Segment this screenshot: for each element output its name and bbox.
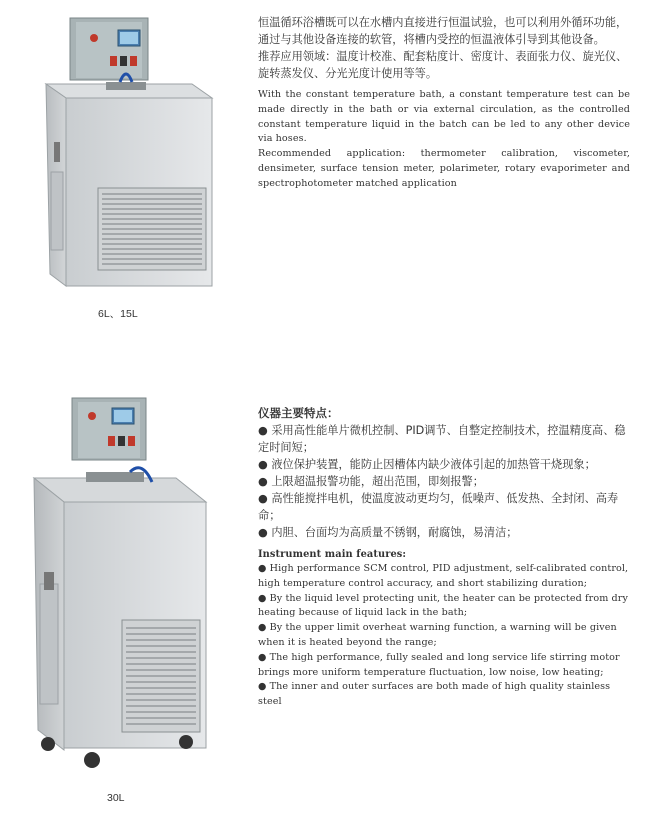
en-features-heading: Instrument main features:	[258, 549, 407, 560]
en-application: Recommended application: thermometer calibration, viscometer, densimeter, surface tension meter, polarimeter, rotary evaporimeter and spectrophotometer matched application	[258, 148, 630, 189]
en-description: With the constant temperature bath, a constant temperature test can be made directly in the bath or via external circulation, as the controlled constant temperature liquid in the batch can be led to any other device via hoses.	[258, 89, 630, 145]
zh-feature-item: ● 上限超温报警功能，超出范围，即刻报警；	[258, 475, 484, 488]
product-image-bath-large	[26, 394, 236, 774]
features-block	[258, 404, 630, 710]
zh-features-heading: 仪器主要特点：	[258, 406, 339, 420]
zh-application: 推荐应用领域：温度计校准、配套粘度计、密度计、表面张力仪、旋光仪、旋转蒸发仪、分光光度计使用等等。	[258, 50, 628, 80]
en-feature-item: ● High performance SCM control, PID adjustment, self-calibrated control, high temperature control accuracy, and short stabilizing duration;	[258, 563, 629, 589]
description-block	[258, 14, 630, 192]
caption-large-bath: 30L	[107, 792, 125, 804]
zh-feature-item: ● 高性能搅拌电机，使温度波动更均匀，低噪声、低发热、全封闭、高寿命；	[258, 492, 619, 522]
zh-feature-item: ● 采用高性能单片微机控制、PID调节、自整定控制技术，控温精度高、稳定时间短；	[258, 424, 626, 454]
en-feature-item: ● The high performance, fully sealed and long service life stirring motor brings more uniform temperature fluctuation, low noise, low heating;	[258, 651, 620, 678]
caption-small-bath: 6L、15L	[98, 308, 138, 320]
en-feature-item: ● By the upper limit overheat warning function, a warning will be given when it is heated beyond the range;	[258, 622, 617, 648]
zh-feature-item: ● 内胆、台面均为高质量不锈钢，耐腐蚀，易清洁；	[258, 526, 518, 539]
en-feature-item: ● The inner and outer surfaces are both made of high quality stainless steel	[258, 681, 611, 708]
zh-feature-item: ● 液位保护装置，能防止因槽体内缺少液体引起的加热管干烧现象；	[258, 458, 596, 471]
en-feature-item: ● By the liquid level protecting unit, the heater can be protected from dry heating because of liquid lack in the bath;	[258, 592, 628, 619]
zh-description: 恒温循环浴槽既可以在水槽内直接进行恒温试验，也可以利用外循环功能，通过与其他设备连接的软管，将槽内受控的恒温液体引导到其他设备。	[258, 16, 628, 46]
product-image-bath-small	[36, 12, 236, 302]
